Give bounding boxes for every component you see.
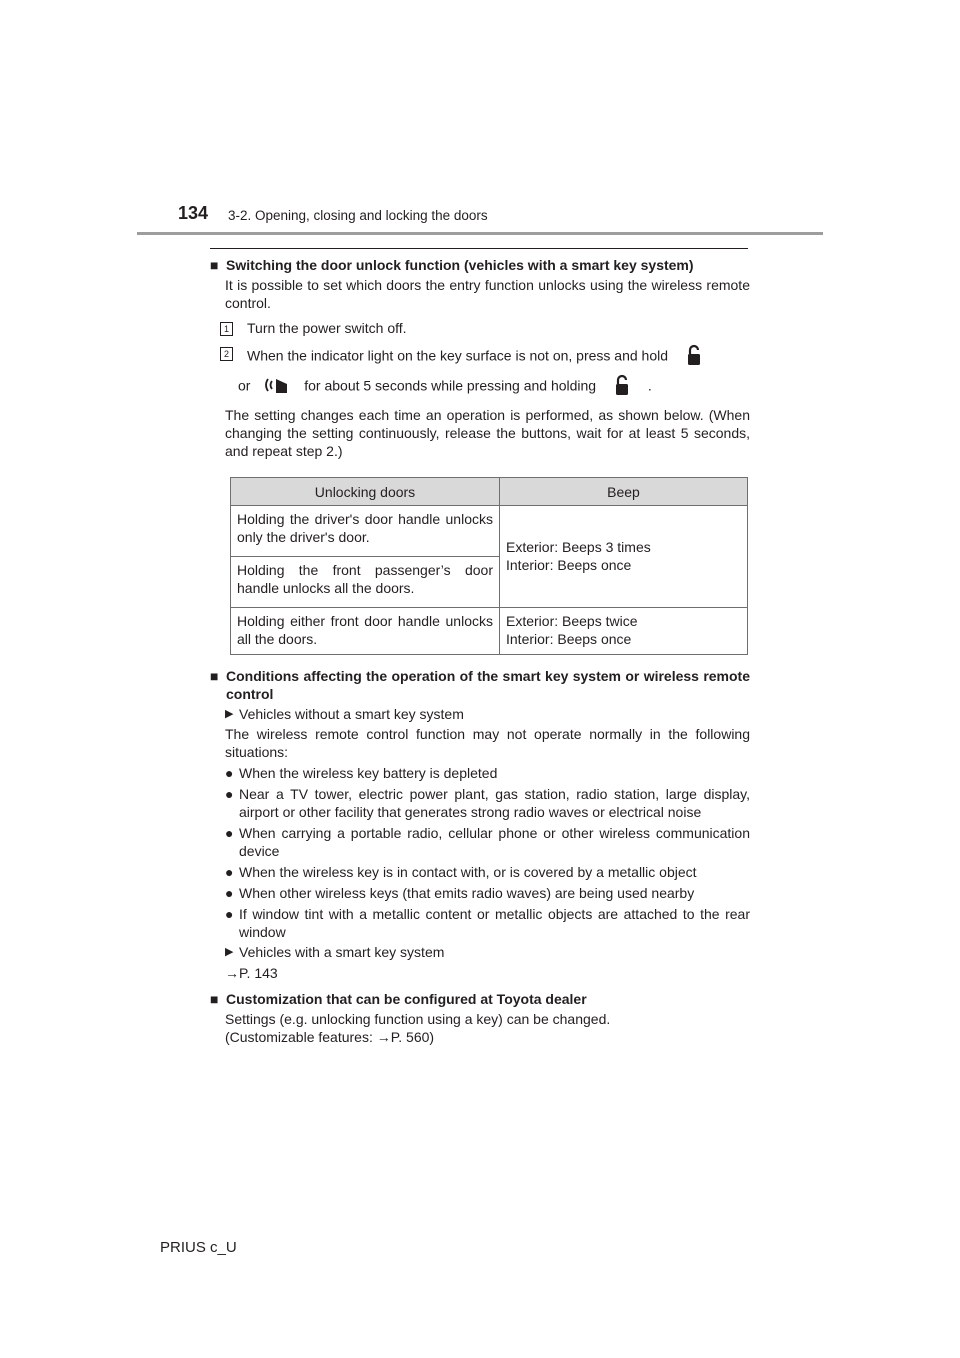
beep-line: Interior: Beeps once [506,631,632,647]
circle-bullet-icon: ● [225,765,234,781]
trunk-icon [262,376,292,398]
step-2-text-b: or [238,377,251,394]
table-cell-beep-2 [500,608,748,655]
customization-line-1: Settings (e.g. unlocking function using a key) can be changed. [225,1011,611,1027]
page-content [210,256,750,1046]
list-item: ● When the wireless key is in contact with, or is covered by a metallic object [225,864,697,880]
step-2 [220,344,750,370]
list-item: ● When other wireless keys (that emits radio waves) are being used nearby [225,885,695,901]
step-number-1: 1 [220,322,233,336]
table-header-row [231,478,748,506]
list-item: ● When the wireless key battery is depleted [225,765,498,781]
table-cell: Holding either front door handle unlocks all the doors. [231,608,500,655]
list-item: ● When carrying a portable radio, cellular phone or other wireless communication device [225,825,750,859]
step-1 [220,319,750,337]
beep-line: Exterior: Beeps twice [506,613,638,629]
header-beep: Beep [500,478,748,506]
table-row [231,608,748,655]
header-unlocking-doors: Unlocking doors [231,478,500,506]
step-number-2: 2 [220,347,233,361]
customization-title: Customization that can be configured at Toyota dealer [226,991,587,1007]
circle-bullet-icon: ● [225,906,234,922]
switching-title: Switching the door unlock function (vehicles with a smart key system) [226,257,694,273]
table-cell-beep-3 [500,506,748,608]
list-item: ● Near a TV tower, electric power plant, gas station, radio station, large display, airport or other facility that generates strong radio waves or electrical noise [225,786,750,820]
list-item: ● If window tint with a metallic content or metallic objects are attached to the rear window [225,906,750,940]
square-bullet-icon: ■ [210,668,219,684]
step-2-line-2 [238,374,750,400]
section-rule [210,248,748,249]
circle-bullet-icon: ● [225,864,234,880]
step-2-text-a: When the indicator light on the key surface is not on, press and hold [247,347,669,364]
subheading-smart-key [225,943,750,961]
unlock-settings-table [230,477,748,655]
conditions-title: Conditions affecting the operation of the smart key system or wireless remote control [226,668,750,702]
square-bullet-icon: ■ [210,991,219,1007]
subheading-text: Vehicles with a smart key system [239,944,445,960]
beep-line: Interior: Beeps once [506,556,632,573]
customization-heading [210,990,750,1008]
switching-heading [210,256,750,274]
subheading-text: Vehicles without a smart key system [239,706,464,722]
square-bullet-icon: ■ [210,257,219,273]
step-1-text: Turn the power switch off. [247,320,407,336]
table-cell: Holding the front passenger’s door handle unlocks all the doors. [231,557,500,608]
subheading-no-smart-key [225,705,750,723]
section-title: 3-2. Opening, closing and locking the doors [228,208,488,223]
after-steps-text: The setting changes each time an operation is performed, as shown below. (When changing the setting continuously, release the buttons, wait for at least 5 seconds, and repeat step 2.) [225,407,750,459]
header-rule [137,232,823,235]
page-reference: →P. 143 [225,965,278,981]
table-row [231,506,748,557]
model-code: PRIUS c_U [160,1239,237,1256]
circle-bullet-icon: ● [225,825,234,841]
conditions-intro: The wireless remote control function may not operate normally in the following situations: [225,726,750,760]
lock-icon [686,344,702,370]
page-number: 134 [178,203,209,223]
table-cell: Holding the driver's door handle unlocks only the driver's door. [231,506,500,557]
beep-line: Exterior: Beeps 3 times [506,538,651,555]
lock-icon [614,374,630,400]
switching-intro: It is possible to set which doors the entry function unlocks using the wireless remote control. [225,277,750,311]
step-2-text-c: for about 5 seconds while pressing and holding [304,377,597,394]
triangle-bullet-icon: ▶ [225,946,234,958]
conditions-heading [210,667,750,703]
circle-bullet-icon: ● [225,885,234,901]
customization-line-2: (Customizable features: →P. 560) [225,1029,435,1045]
triangle-bullet-icon: ▶ [225,708,234,720]
step-2-text-d: . [647,377,652,394]
circle-bullet-icon: ● [225,786,234,802]
